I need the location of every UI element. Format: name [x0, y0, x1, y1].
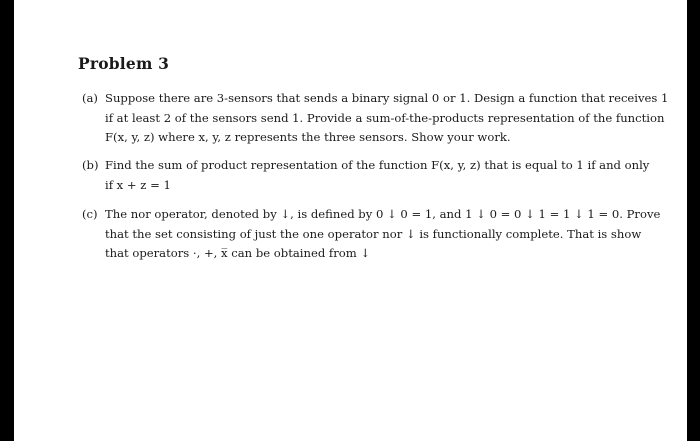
- part-b-line-2: if x + z = 1: [105, 177, 171, 192]
- part-c-label: (c): [82, 207, 98, 221]
- part-a: [82, 89, 669, 148]
- part-a-line-3: F(x, y, z) where x, y, z represents the three sensors. Show your work.: [105, 130, 511, 144]
- part-c-line-2: that the set consisting of just the one operator nor ↓ is functionally complete. That is show: [105, 226, 642, 241]
- document-page: [14, 0, 687, 441]
- part-b-line-1: Find the sum of product representation of the function F(x, y, z) that is equal to 1 if and only: [105, 158, 650, 172]
- part-a-line-2: if at least 2 of the sensors send 1. Provide a sum-of-the-products representation of the function: [105, 110, 665, 125]
- part-a-line-1: Suppose there are 3-sensors that sends a binary signal 0 or 1. Design a function that receives 1: [105, 91, 669, 105]
- left-border-bar: [0, 0, 14, 441]
- part-b-label: (b): [82, 158, 99, 172]
- problem-title: Problem 3: [78, 54, 170, 73]
- part-b: [82, 156, 650, 195]
- part-c: [82, 205, 661, 264]
- part-c-line-1: The nor operator, denoted by ↓, is defined by 0 ↓ 0 = 1, and 1 ↓ 0 = 0 ↓ 1 = 1 ↓ 1 = 0. Prove: [105, 207, 661, 221]
- part-c-line-3: that operators ·, +, x̅ can be obtained from ↓: [105, 246, 371, 260]
- right-border-bar: [687, 0, 700, 441]
- part-a-label: (a): [82, 91, 98, 105]
